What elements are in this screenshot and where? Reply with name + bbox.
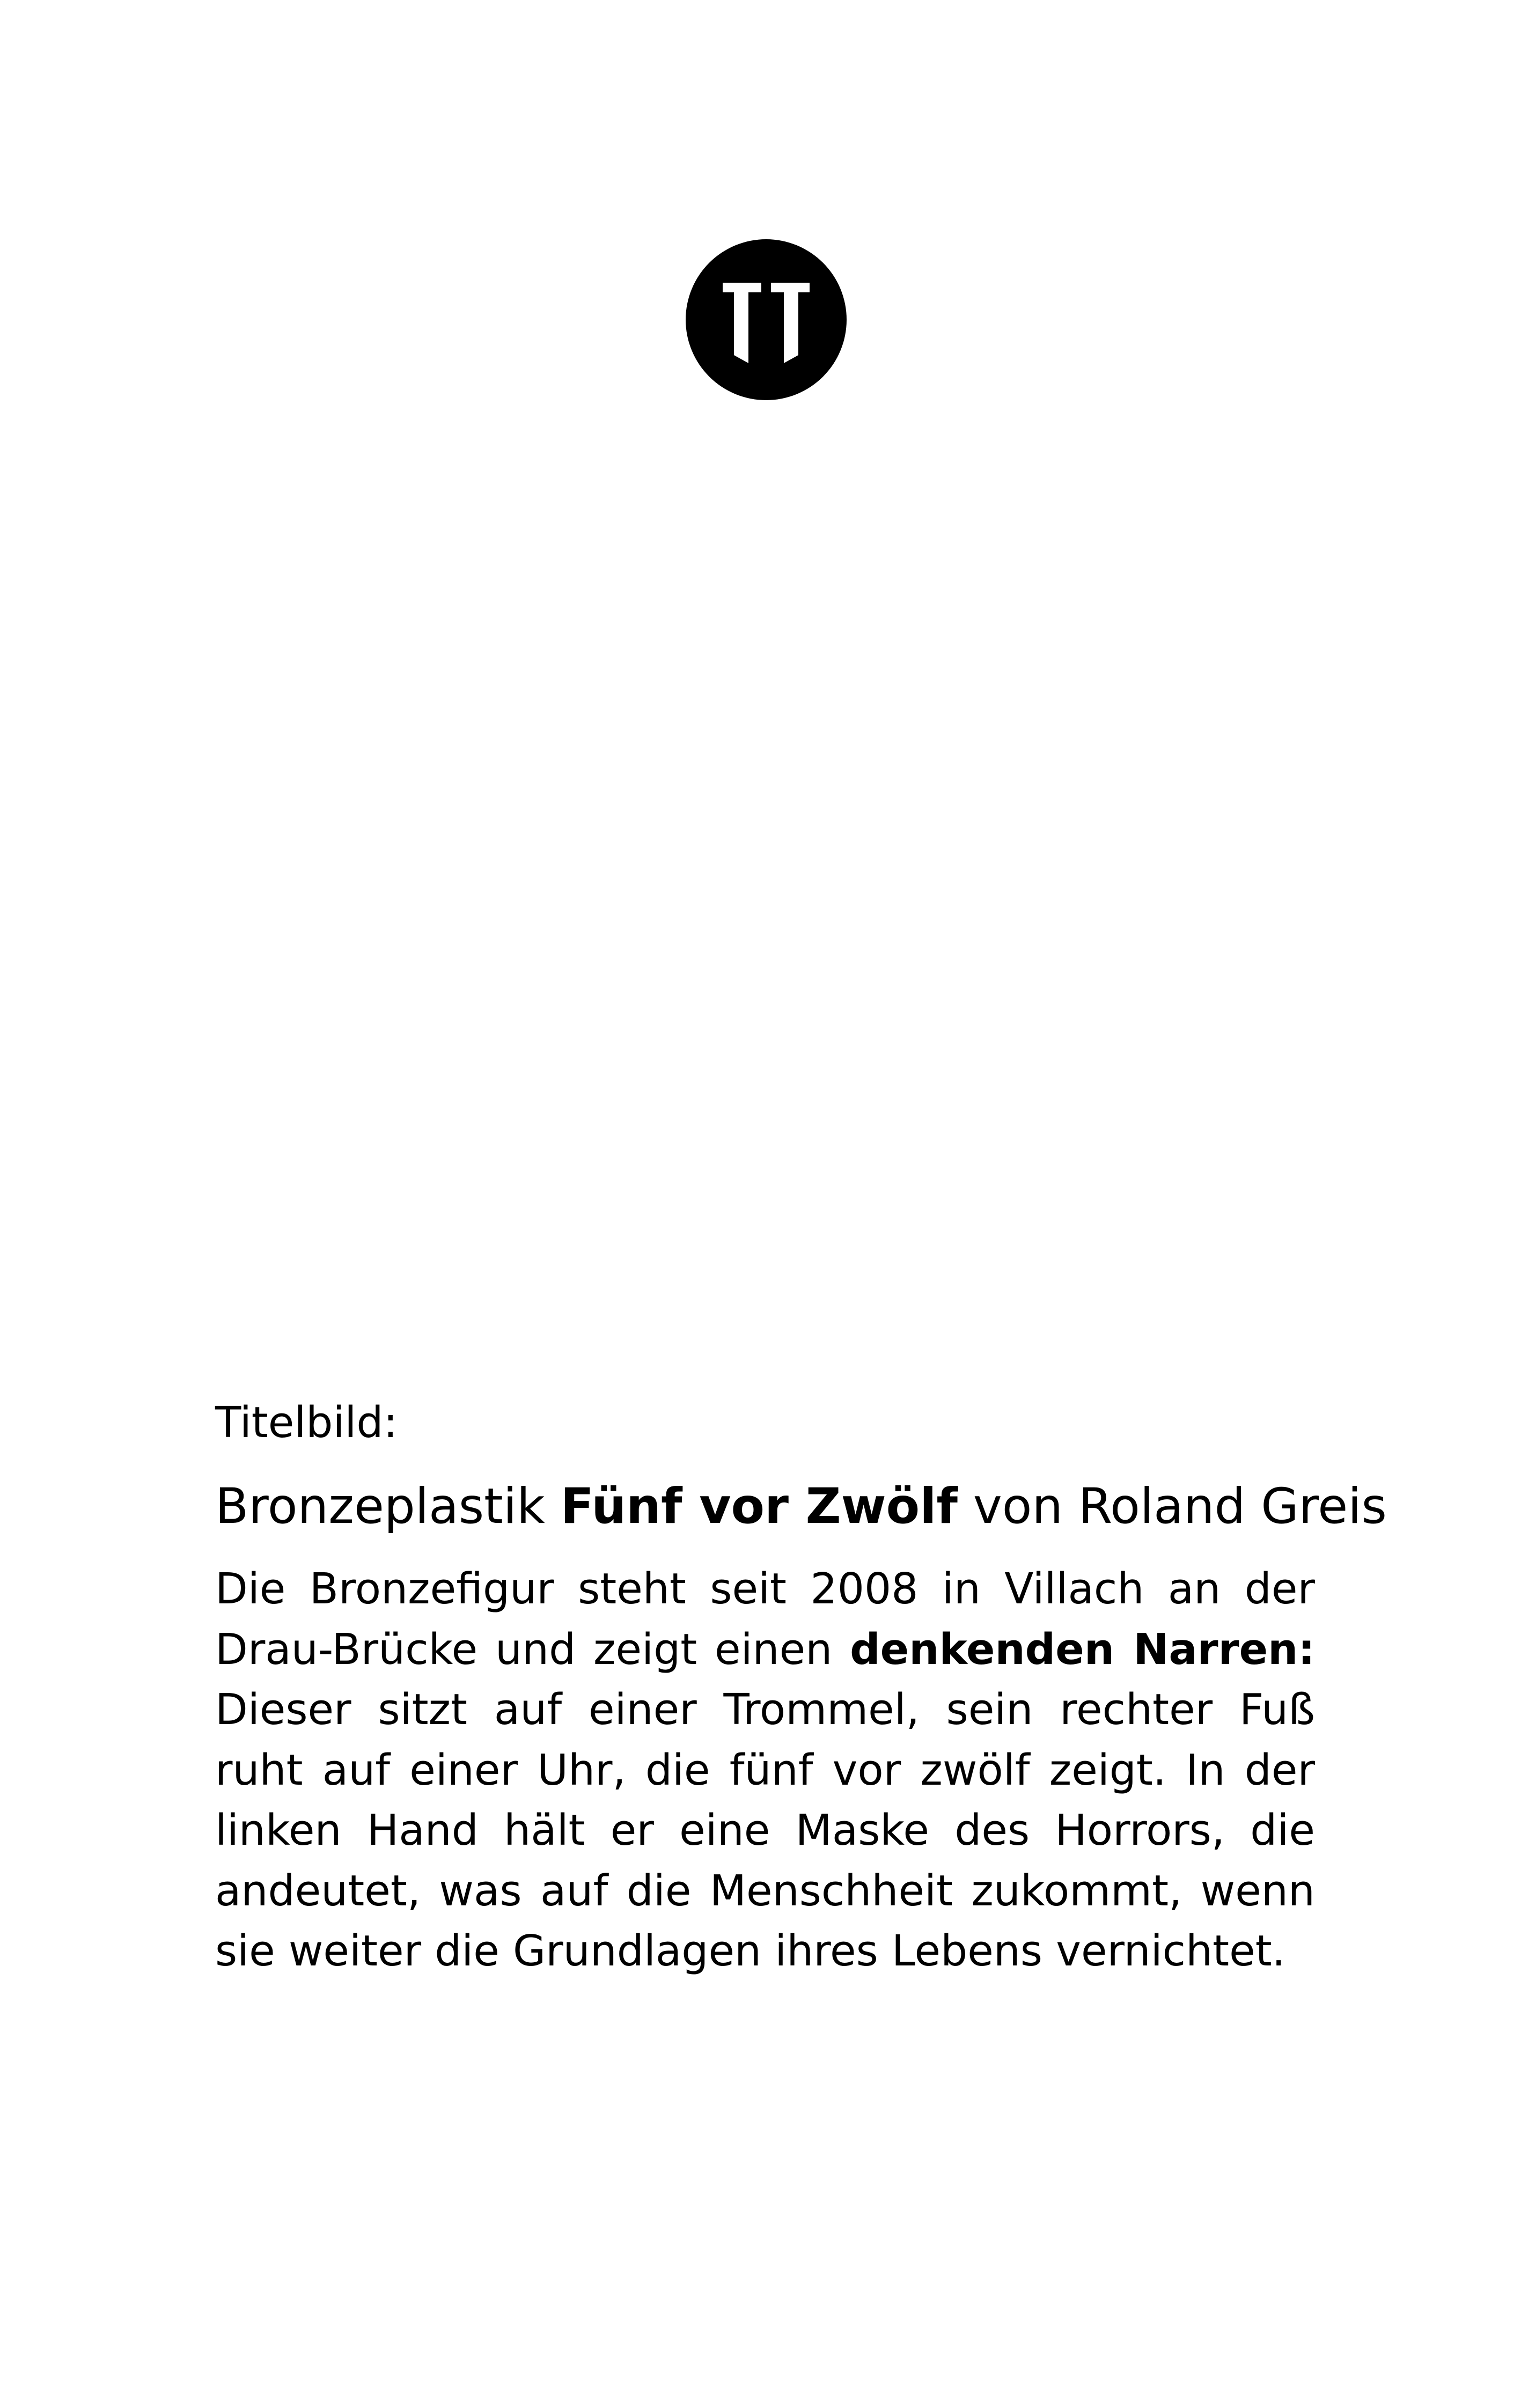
caption-body (215, 1559, 1315, 1982)
body-part-2: Dieser sitzt auf einer Trommel, sein rechter Fuß ruht auf einer Uhr, die fünf vor zwölf zeigt. In der linken Hand hält er eine Maske des Horrors, die andeutet, was auf die Menschheit zukommt, wenn sie weiter die Grundlagen ihres Lebens vernichtet. (215, 1685, 1315, 1976)
title-prefix: Bronzeplastik (215, 1478, 561, 1535)
publisher-logo (686, 239, 847, 400)
caption-title (215, 1472, 1387, 1542)
cover-caption (215, 1393, 1387, 1982)
title-suffix: von Roland Greis (958, 1478, 1387, 1535)
body-part-1: Die Bronzefigur steht seit 2008 in Villach an der Drau-Brücke und zeigt einen (215, 1564, 1315, 1674)
artwork-title: Fünf vor Zwölf (560, 1478, 958, 1535)
publisher-logo-icon (686, 239, 847, 400)
body-emphasis: denkenden Narren: (850, 1624, 1315, 1674)
caption-label: Titelbild: (215, 1398, 398, 1447)
